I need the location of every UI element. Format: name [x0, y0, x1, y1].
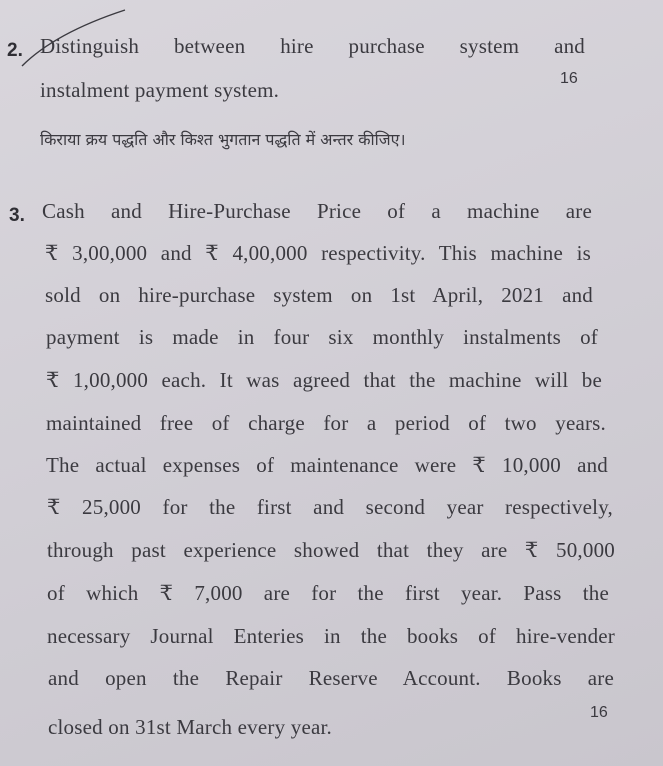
- question-3-line-10: of which ₹ 7,000 are for the first year. Pass the: [47, 581, 609, 605]
- question-3-line-13: closed on 31st March every year.: [48, 715, 332, 739]
- question-3-line-7: The actual expenses of maintenance were ₹ 10,000 and: [46, 453, 608, 477]
- question-2-number: 2.: [7, 40, 23, 61]
- question-3-line-12: and open the Repair Reserve Account. Books are: [48, 666, 614, 690]
- question-3-line-8: ₹ 25,000 for the first and second year respectively,: [47, 495, 613, 519]
- question-3-line-5: ₹ 1,00,000 each. It was agreed that the machine will be: [46, 368, 602, 392]
- question-3-line-11: necessary Journal Enteries in the books of hire-vender: [47, 624, 615, 648]
- question-3-number: 3.: [9, 205, 25, 226]
- question-3-line-1: Cash and Hire-Purchase Price of a machine are: [42, 199, 592, 223]
- question-3-line-4: payment is made in four six monthly instalments of: [46, 325, 598, 349]
- question-2-marks: 16: [560, 70, 578, 87]
- question-2-line-1: Distinguish between hire purchase system and: [40, 34, 585, 58]
- question-2-line-2: instalment payment system.: [40, 78, 280, 102]
- question-3-line-2: ₹ 3,00,000 and ₹ 4,00,000 respectivity. This machine is: [45, 241, 591, 265]
- question-3-line-3: sold on hire-purchase system on 1st April, 2021 and: [45, 283, 593, 307]
- question-3-line-9: through past experience showed that they are ₹ 50,000: [47, 538, 615, 562]
- question-2-hindi-text: किराया क्रय पद्धति और किश्त भुगतान पद्धति में अन्तर कीजिए।: [40, 130, 406, 149]
- question-3-line-6: maintained free of charge for a period of two years.: [46, 411, 606, 435]
- question-3-marks: 16: [590, 704, 608, 721]
